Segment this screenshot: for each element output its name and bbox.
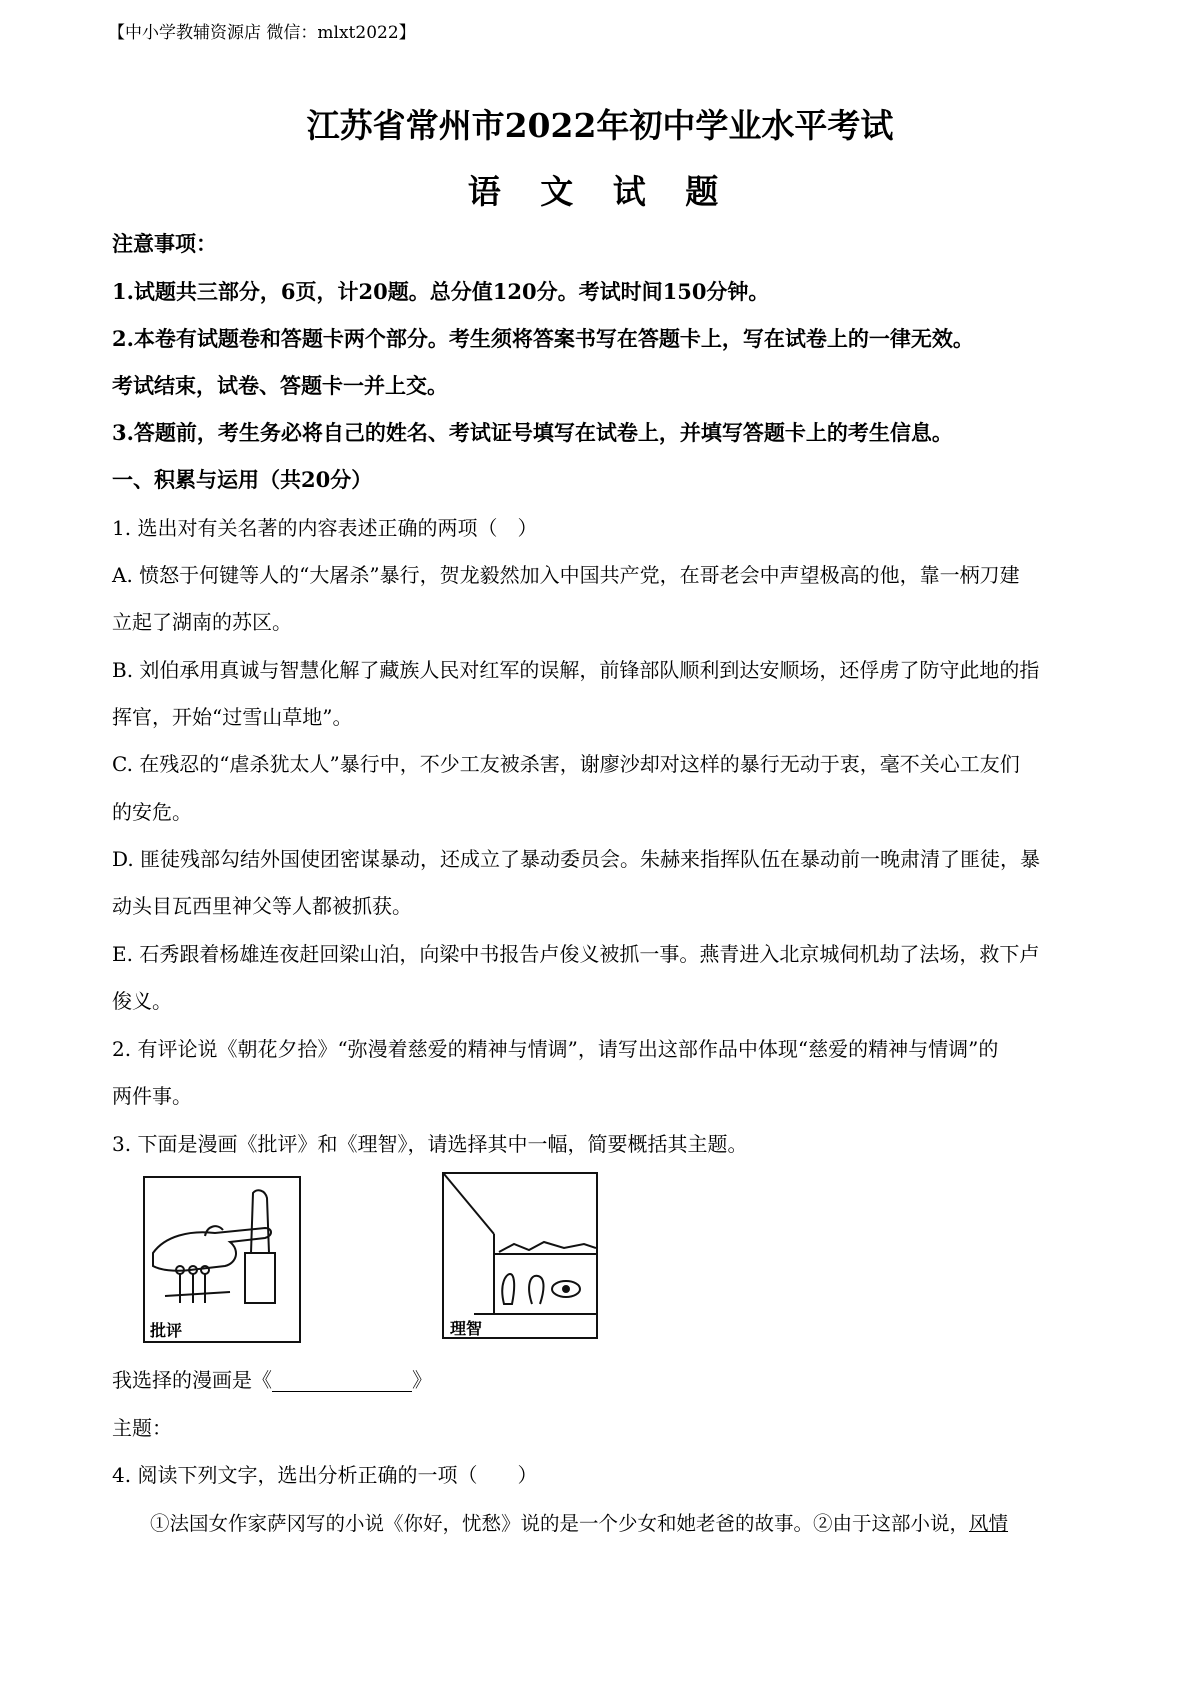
cartoon-caption-reason: 理智 xyxy=(450,1319,483,1338)
question-3-stem: 3. 下面是漫画《批评》和《理智》，请选择其中一幅，简要概括其主题。 xyxy=(112,1132,748,1156)
exam-subtitle: 语 文 试 题 xyxy=(467,172,733,211)
notice-item-1: 1.试题共三部分，6页，计20题。总分值120分。考试时间150分钟。 xyxy=(112,279,770,304)
pointing-hand-icon xyxy=(145,1178,299,1341)
question-4-stem: 4. 阅读下列文字，选出分析正确的一项（ ） xyxy=(112,1463,538,1487)
option-a-line2: 立起了湖南的苏区。 xyxy=(112,610,292,634)
cartoon-choice-line xyxy=(112,1368,1102,1392)
option-a-line1: A. 愤怒于何键等人的“大屠杀”暴行，贺龙毅然加入中国共产党，在哥老会中声望极高的他，靠一柄刀建 xyxy=(112,563,1020,587)
notice-item-3: 3.答题前，考生务必将自己的姓名、考试证号填写在试卷上，并填写答题卡上的考生信息。 xyxy=(112,420,953,445)
cartoon-reason xyxy=(442,1172,598,1339)
cartoon-caption-criticism: 批评 xyxy=(150,1321,183,1340)
ear-eye-figure-icon xyxy=(444,1174,596,1337)
cartoon-choice-blank[interactable] xyxy=(272,1371,412,1392)
notice-heading: 注意事项： xyxy=(112,231,217,256)
cartoon-choice-suffix: 》 xyxy=(412,1368,432,1392)
question-2-line1: 2. 有评论说《朝花夕拾》“弥漫着慈爱的精神与情调”，请写出这部作品中体现“慈爱的精神与情调”的 xyxy=(112,1037,999,1061)
option-d-line2: 动头目瓦西里神父等人都被抓获。 xyxy=(112,894,412,918)
question-1-stem: 1. 选出对有关名著的内容表述正确的两项（ ） xyxy=(112,516,538,540)
question-4-passage xyxy=(150,1512,1102,1536)
passage-text: ①法国女作家萨冈写的小说《你好，忧愁》说的是一个少女和她老爸的故事。②由于这部小说， xyxy=(150,1512,970,1535)
option-b-line2: 挥官，开始“过雪山草地”。 xyxy=(112,705,353,729)
theme-label: 主题： xyxy=(112,1416,172,1440)
option-c-line2: 的安危。 xyxy=(112,800,192,824)
option-b-line1: B. 刘伯承用真诚与智慧化解了藏族人民对红军的误解，前锋部队顺利到达安顺场，还俘虏了防守此地的指 xyxy=(112,658,1040,682)
notice-item-2a: 2.本卷有试题卷和答题卡两个部分。考生须将答案书写在答题卡上，写在试卷上的一律无效。 xyxy=(112,326,974,351)
option-d-line1: D. 匪徒残部勾结外国使团密谋暴动，还成立了暴动委员会。朱赫来指挥队伍在暴动前一晚肃清了匪徒，暴 xyxy=(112,847,1041,871)
option-e-line1: E. 石秀跟着杨雄连夜赶回梁山泊，向梁中书报告卢俊义被抓一事。燕青进入北京城伺机劫了法场，救下卢 xyxy=(112,942,1040,966)
question-2-line2: 两件事。 xyxy=(112,1084,192,1108)
notice-item-2b: 考试结束，试卷、答题卡一并上交。 xyxy=(112,373,448,398)
section-heading: 一、积累与运用（共20分） xyxy=(112,467,373,492)
option-e-line2: 俊义。 xyxy=(112,989,172,1013)
cartoon-choice-prefix: 我选择的漫画是《 xyxy=(112,1368,272,1392)
option-c-line1: C. 在残忍的“虐杀犹太人”暴行中，不少工友被杀害，谢廖沙却对这样的暴行无动于衷，毫不关心工友们 xyxy=(112,752,1020,776)
watermark: 【中小学教辅资源店 微信：mlxt2022】 xyxy=(108,23,416,43)
exam-title: 江苏省常州市2022年初中学业水平考试 xyxy=(306,106,894,145)
passage-underlined-word: 风情 xyxy=(969,1512,1009,1535)
